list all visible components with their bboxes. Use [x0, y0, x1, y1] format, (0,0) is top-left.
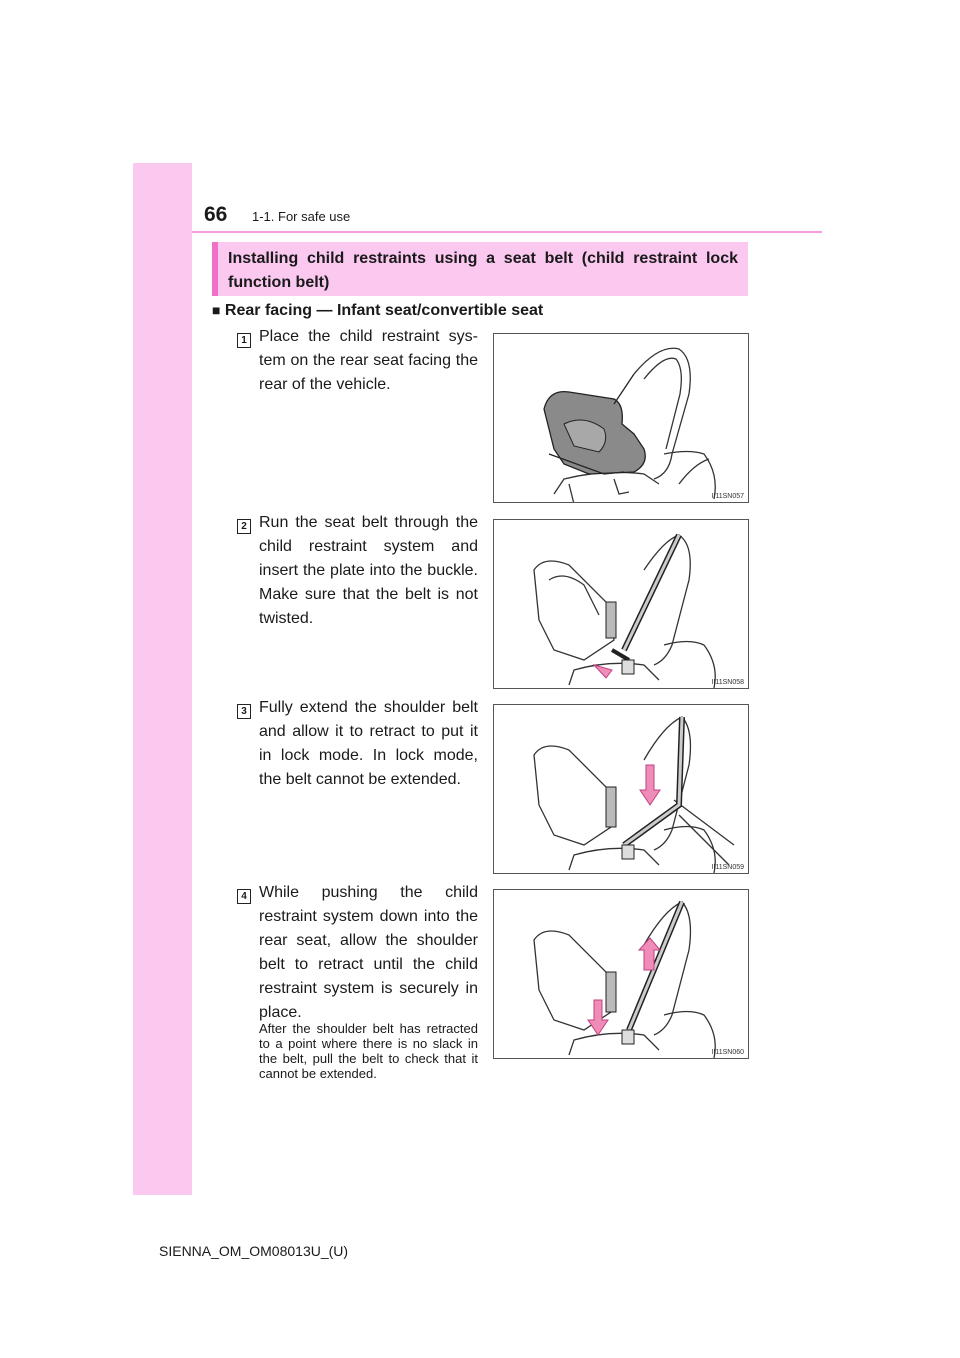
step-2-badge: 2: [237, 519, 251, 534]
header-rule: [192, 231, 822, 233]
section-title: [212, 242, 748, 296]
step-3-figure: [493, 704, 749, 874]
subheading: [212, 302, 543, 320]
figure-code: II11SN058: [711, 679, 744, 686]
belt-retract-illustration: [494, 890, 749, 1059]
step-1-text: Place the child restraint sys-tem on the rear seat facing the rear of the vehicle.: [259, 328, 478, 393]
chapter-sidebar: [133, 163, 192, 1195]
step-4-note: After the shoulder belt has retracted to a point where there is no slack in the belt, pull the belt to check that it cannot be extended.: [259, 1021, 478, 1081]
figure-code: II11SN060: [711, 1049, 744, 1056]
step-4-text: While pushing the child restraint system down into the rear seat, allow the shoulder belt to retract until the child restraint system is securely in place.: [259, 884, 478, 1021]
step-2-text: Run the seat belt through the child restraint system and insert the plate into the buckle. Make sure that the belt is not twisted.: [259, 514, 478, 627]
footer-doc-code: SIENNA_OM_OM08013U_(U): [159, 1243, 349, 1259]
figure-code: II11SN059: [711, 864, 744, 871]
figure-code: II11SN057: [711, 493, 744, 500]
step-3-text: Fully extend the shoulder belt and allow it to retract to put it in lock mode. In lock mode, the belt cannot be extended.: [259, 699, 478, 788]
subheading-text: Rear facing — Infant seat/convertible seat: [224, 302, 544, 319]
rear-facing-seat-illustration: [494, 334, 749, 503]
step-2-figure: [493, 519, 749, 689]
section-reference: 1-1. For safe use: [252, 209, 351, 224]
step-4-figure: [493, 889, 749, 1059]
step-4-badge: 4: [237, 889, 251, 904]
step-1-figure: [493, 333, 749, 503]
page-number: 66: [204, 203, 228, 226]
square-bullet-icon: ■: [212, 302, 221, 318]
belt-extend-illustration: [494, 705, 749, 874]
section-title-text: Installing child restraints using a seat belt (child restraint lock function belt): [228, 250, 738, 291]
step-1-badge: 1: [237, 333, 251, 348]
belt-routing-illustration: [494, 520, 749, 689]
step-3-badge: 3: [237, 704, 251, 719]
